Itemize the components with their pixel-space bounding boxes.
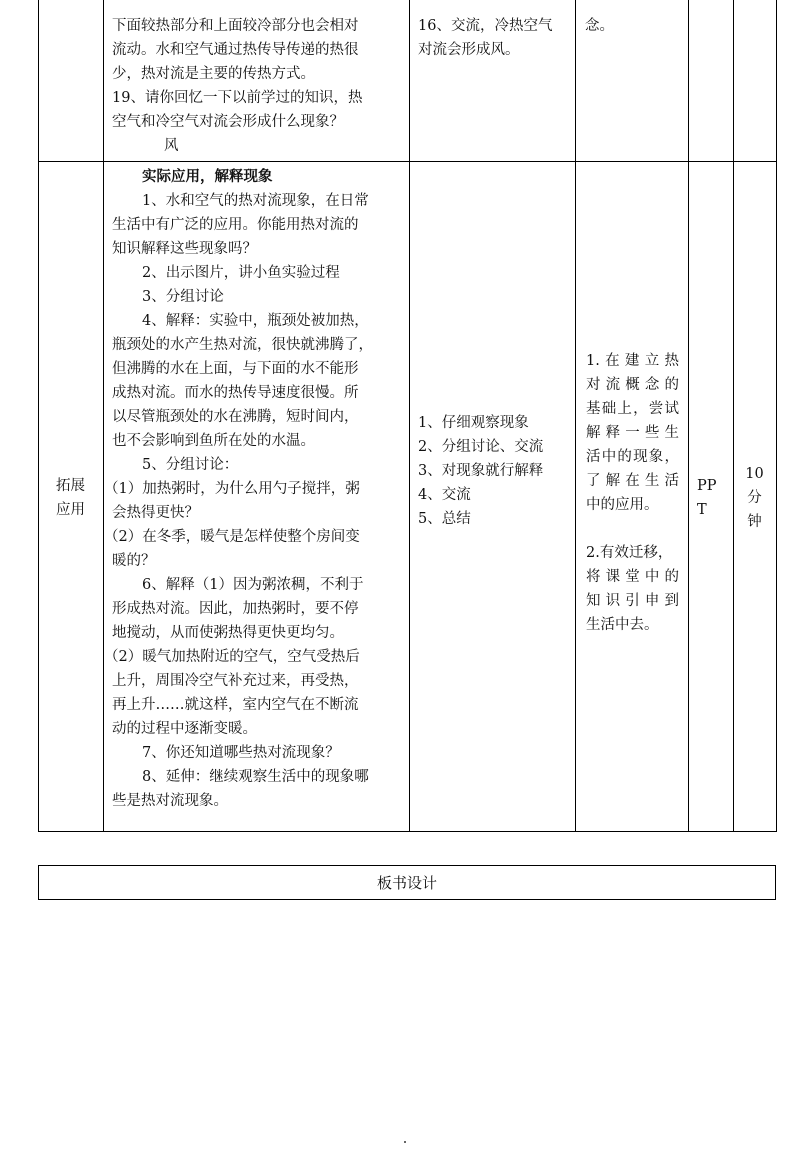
text-line: 生活中有广泛的应用。你能用热对流的	[112, 217, 359, 233]
activity-item: 5、总结	[418, 511, 471, 527]
phase-label-line: 应用	[56, 502, 85, 518]
text-line: 形成热对流。因此，加热粥时，要不停	[112, 601, 359, 617]
column-divider	[688, 0, 689, 832]
board-design-box	[38, 865, 776, 900]
intent-line: 生活中去。	[586, 617, 659, 633]
intent-line: 对流概念的	[586, 377, 679, 393]
time-line: 10	[745, 466, 764, 482]
intent-line: 1.在建立热	[586, 353, 679, 369]
text-line: （2）暖气加热附近的空气，空气受热后	[104, 649, 360, 665]
row1-intent-cell	[585, 14, 685, 38]
text-line: 下面较热部分和上面较冷部分也会相对	[112, 18, 359, 34]
table-border-bottom	[38, 831, 777, 832]
media-line: PP	[697, 478, 717, 494]
time-line: 分	[747, 490, 762, 506]
activity-item: 2、分组讨论、交流	[418, 439, 544, 455]
column-divider	[103, 0, 104, 832]
intent-line: 活中的现象，	[586, 449, 679, 465]
intent-line: 基础上，尝试	[586, 401, 679, 417]
text-line: 1、水和空气的热对流现象，在日常	[142, 193, 369, 209]
text-line: 7、你还知道哪些热对流现象？	[142, 745, 340, 761]
row2-time-cell	[733, 462, 776, 534]
text-line: 动的过程中逐渐变暖。	[112, 721, 257, 737]
text-line: （1）加热粥时，为什么用勺子搅拌，粥	[104, 481, 360, 497]
text-line: 19、请你回忆一下以前学过的知识，热	[112, 90, 363, 106]
column-divider	[575, 0, 576, 832]
text-line: （2）在冬季，暖气是怎样使整个房间变	[104, 529, 360, 545]
row-divider	[38, 161, 777, 162]
text-line: 空气和冷空气对流会形成什么现象？	[112, 114, 344, 130]
intent-line: 了解在生活	[586, 473, 679, 489]
activity-item: 4、交流	[418, 487, 471, 503]
board-design-title: 板书设计	[376, 874, 437, 892]
text-line: 地搅动，从而使粥热得更快更均匀。	[112, 625, 344, 641]
intent-line: 解释一些生	[586, 425, 679, 441]
text-line: 风	[164, 138, 179, 154]
activity-item: 1、仔细观察现象	[418, 415, 529, 431]
text-line: 瓶颈处的水产生热对流，很快就沸腾了，	[112, 337, 373, 353]
text-line: 8、延伸：继续观察生活中的现象哪	[142, 769, 369, 785]
text-line: 3、分组讨论	[142, 289, 224, 305]
section-heading: 实际应用，解释现象	[142, 168, 273, 185]
text-line: 但沸腾的水在上面，与下面的水不能形	[112, 361, 359, 377]
row2-media-cell	[697, 474, 731, 522]
row1-activity-cell	[418, 14, 573, 62]
text-line: 会热得更快？	[112, 505, 199, 521]
intent-line: 将课堂中的	[586, 569, 679, 585]
time-line: 钟	[747, 514, 762, 530]
intent-spacer	[586, 517, 679, 541]
text-line: 流动。水和空气通过热传导传递的热很	[112, 42, 359, 58]
media-line: T	[697, 502, 707, 518]
text-line: 少，热对流是主要的传热方式。	[112, 66, 315, 82]
text-line: 念。	[585, 18, 614, 34]
text-line: 对流会形成风。	[418, 42, 520, 58]
row1-content-cell	[112, 14, 404, 158]
text-line: 些是热对流现象。	[112, 793, 228, 809]
text-line: 再上升……就这样，室内空气在不断流	[112, 697, 359, 713]
phase-label-line: 拓展	[56, 478, 85, 494]
row2-phase-cell	[38, 474, 103, 522]
text-line: 2、出示图片，讲小鱼实验过程	[142, 265, 340, 281]
text-line: 以尽管瓶颈处的水在沸腾，短时间内，	[112, 409, 359, 425]
table-border-right	[776, 0, 777, 832]
column-divider	[733, 0, 734, 832]
text-line: 也不会影响到鱼所在处的水温。	[112, 433, 315, 449]
text-line: 16、交流，冷热空气	[418, 18, 553, 34]
text-line: 6、解释（1）因为粥浓稠，不利于	[142, 577, 364, 593]
text-line: 成热对流。而水的热传导速度很慢。所	[112, 385, 359, 401]
intent-line: 2.有效迁移，	[586, 545, 673, 561]
row2-intent-cell	[586, 349, 679, 637]
intent-line: 知识引申到	[586, 593, 679, 609]
text-line: 5、分组讨论：	[142, 457, 239, 473]
intent-line: 中的应用。	[586, 497, 659, 513]
activity-item: 3、对现象就行解释	[418, 463, 544, 479]
page-mark	[404, 1141, 406, 1143]
column-divider	[409, 0, 410, 832]
text-line: 上升，周围冷空气补充过来，再受热，	[112, 673, 359, 689]
text-line: 知识解释这些现象吗？	[112, 241, 257, 257]
row2-content-cell	[104, 165, 404, 813]
row2-activity-cell	[418, 411, 573, 531]
text-line: 4、解释：实验中，瓶颈处被加热，	[142, 313, 369, 329]
table-border-left	[38, 0, 39, 832]
text-line: 暖的？	[112, 553, 156, 569]
